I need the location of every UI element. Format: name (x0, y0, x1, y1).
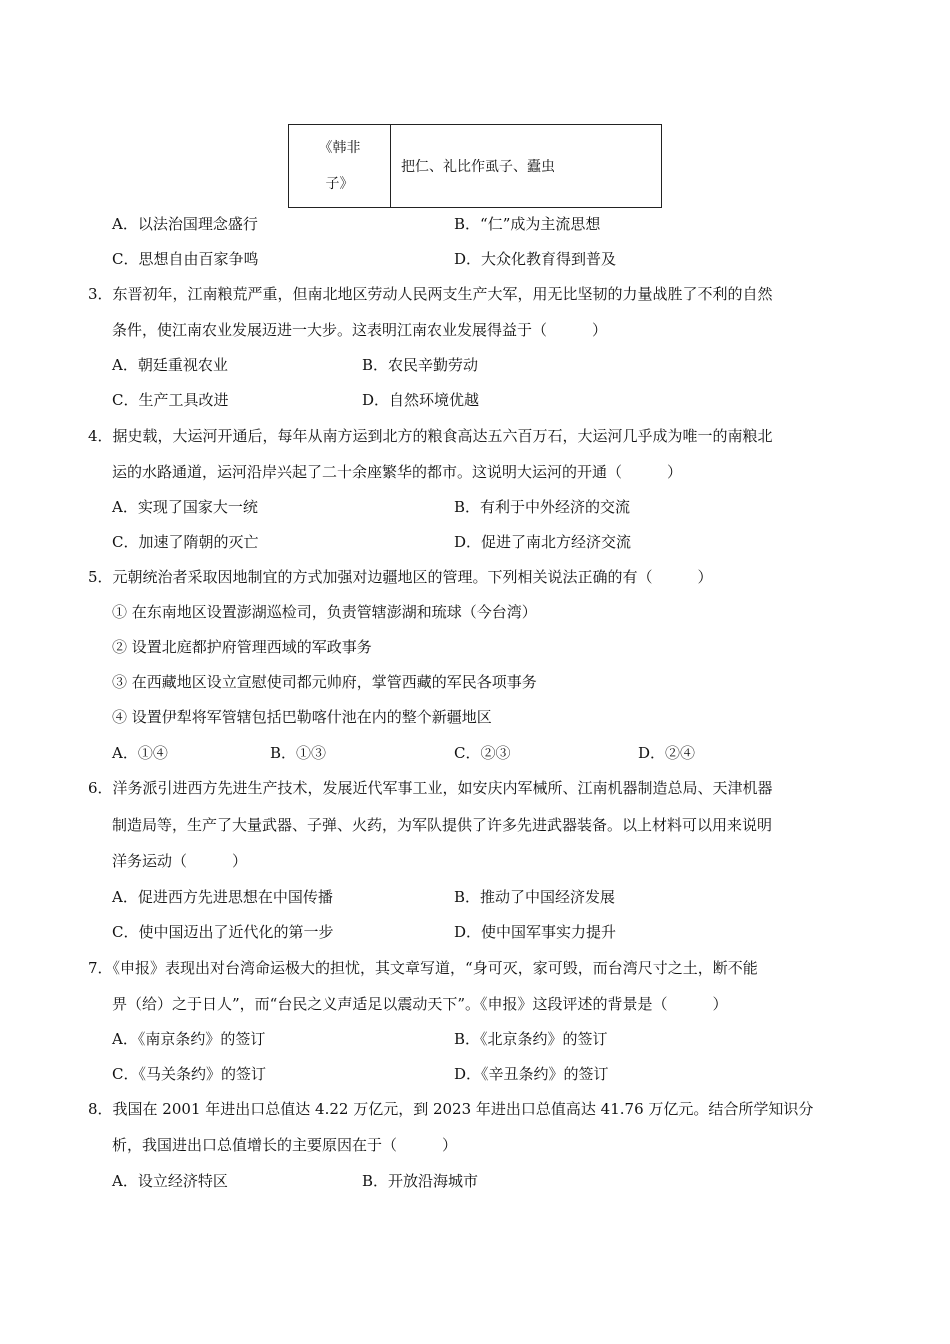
q4-option-d[interactable]: D．促进了南北方经济交流 (454, 533, 632, 551)
q6-option-c[interactable]: C．使中国迈出了近代化的第一步 (112, 923, 334, 941)
q8-stem-line1: 8．我国在 2001 年进出口总值达 4.22 万亿元，到 2023 年进出口总值高达 41.76 万亿元。结合所学知识分 (88, 1100, 814, 1118)
q7-stem-line1: 7．《申报》表现出对台湾命运极大的担忧，其文章写道，“身可灭，家可毁，而台湾尺寸之土，断不能 (88, 959, 758, 977)
q3-option-a[interactable]: A．朝廷重视农业 (112, 356, 228, 374)
content-cell (391, 125, 661, 207)
q5-item-4: ④ 设置伊犁将军管辖包括巴勒喀什池在内的整个新疆地区 (112, 708, 492, 726)
q7-stem-line2: 畀（给）之于日人”，而“台民之义声适足以震动天下”。《申报》这段评述的背景是（ ） (112, 995, 728, 1013)
q4-option-a[interactable]: A．实现了国家大一统 (112, 498, 258, 516)
q5-item-2: ② 设置北庭都护府管理西域的军政事务 (112, 638, 372, 656)
q6-option-d[interactable]: D．使中国军事实力提升 (454, 923, 617, 941)
source-content: 把仁、礼比作虱子、蠹虫 (401, 159, 555, 175)
q7-option-a[interactable]: A．《南京条约》的签订 (112, 1030, 266, 1048)
q4-option-b[interactable]: B．有利于中外经济的交流 (454, 498, 631, 516)
q2-option-c[interactable]: C．思想自由百家争鸣 (112, 250, 259, 268)
q8-stem-line2: 析，我国进出口总值增长的主要原因在于（ ） (112, 1136, 458, 1154)
q2-option-d[interactable]: D．大众化教育得到普及 (454, 250, 617, 268)
q3-stem-line2: 条件，使江南农业发展迈进一大步。这表明江南农业发展得益于（ ） (112, 321, 608, 339)
q3-stem-line1: 3．东晋初年，江南粮荒严重，但南北地区劳动人民两支生产大军，用无比坚韧的力量战胜了不利的自然 (88, 285, 773, 303)
q6-stem-line1: 6．洋务派引进西方先进生产技术，发展近代军事工业，如安庆内军械所、江南机器制造总局、天津机器 (88, 779, 773, 797)
q7-option-c[interactable]: C．《马关条约》的签订 (112, 1065, 266, 1083)
q2-option-b[interactable]: B．“仁”成为主流思想 (454, 215, 601, 233)
source-name-line1: 《韩非 (318, 140, 361, 156)
q6-option-a[interactable]: A．促进西方先进思想在中国传播 (112, 888, 333, 906)
q8-option-a[interactable]: A．设立经济特区 (112, 1172, 228, 1190)
q5-item-1: ① 在东南地区设置澎湖巡检司，负责管辖澎湖和琉球（今台湾） (112, 603, 537, 621)
q5-item-3: ③ 在西藏地区设立宣慰使司都元帅府，掌管西藏的军民各项事务 (112, 673, 537, 691)
source-table (288, 124, 662, 208)
source-name-line2: 子》 (325, 176, 354, 192)
q3-option-d[interactable]: D．自然环境优越 (362, 391, 480, 409)
q5-option-b[interactable]: B．①③ (270, 744, 327, 762)
q4-stem-line1: 4．据史载，大运河开通后，每年从南方运到北方的粮食高达五六百万石，大运河几乎成为唯一的南粮北 (88, 427, 773, 445)
q6-stem-line2: 制造局等，生产了大量武器、子弹、火药，为军队提供了许多先进武器装备。以上材料可以用来说明 (112, 816, 773, 834)
q8-option-b[interactable]: B．开放沿海城市 (362, 1172, 479, 1190)
q3-option-b[interactable]: B．农民辛勤劳动 (362, 356, 479, 374)
q4-option-c[interactable]: C．加速了隋朝的灭亡 (112, 533, 259, 551)
source-cell (289, 125, 391, 207)
q5-option-d[interactable]: D．②④ (638, 744, 696, 762)
q5-option-a[interactable]: A．①④ (112, 744, 168, 762)
q5-stem-line1: 5．元朝统治者采取因地制宜的方式加强对边疆地区的管理。下列相关说法正确的有（ ） (88, 568, 713, 586)
q7-option-b[interactable]: B．《北京条约》的签订 (454, 1030, 608, 1048)
q6-option-b[interactable]: B．推动了中国经济发展 (454, 888, 616, 906)
q4-stem-line2: 运的水路通道，运河沿岸兴起了二十余座繁华的都市。这说明大运河的开通（ ） (112, 463, 683, 481)
q5-option-c[interactable]: C．②③ (454, 744, 511, 762)
q2-option-a[interactable]: A．以法治国理念盛行 (112, 215, 258, 233)
q3-option-c[interactable]: C．生产工具改进 (112, 391, 229, 409)
q6-stem-line3: 洋务运动（ ） (112, 852, 248, 870)
q7-option-d[interactable]: D．《辛丑条约》的签订 (454, 1065, 609, 1083)
